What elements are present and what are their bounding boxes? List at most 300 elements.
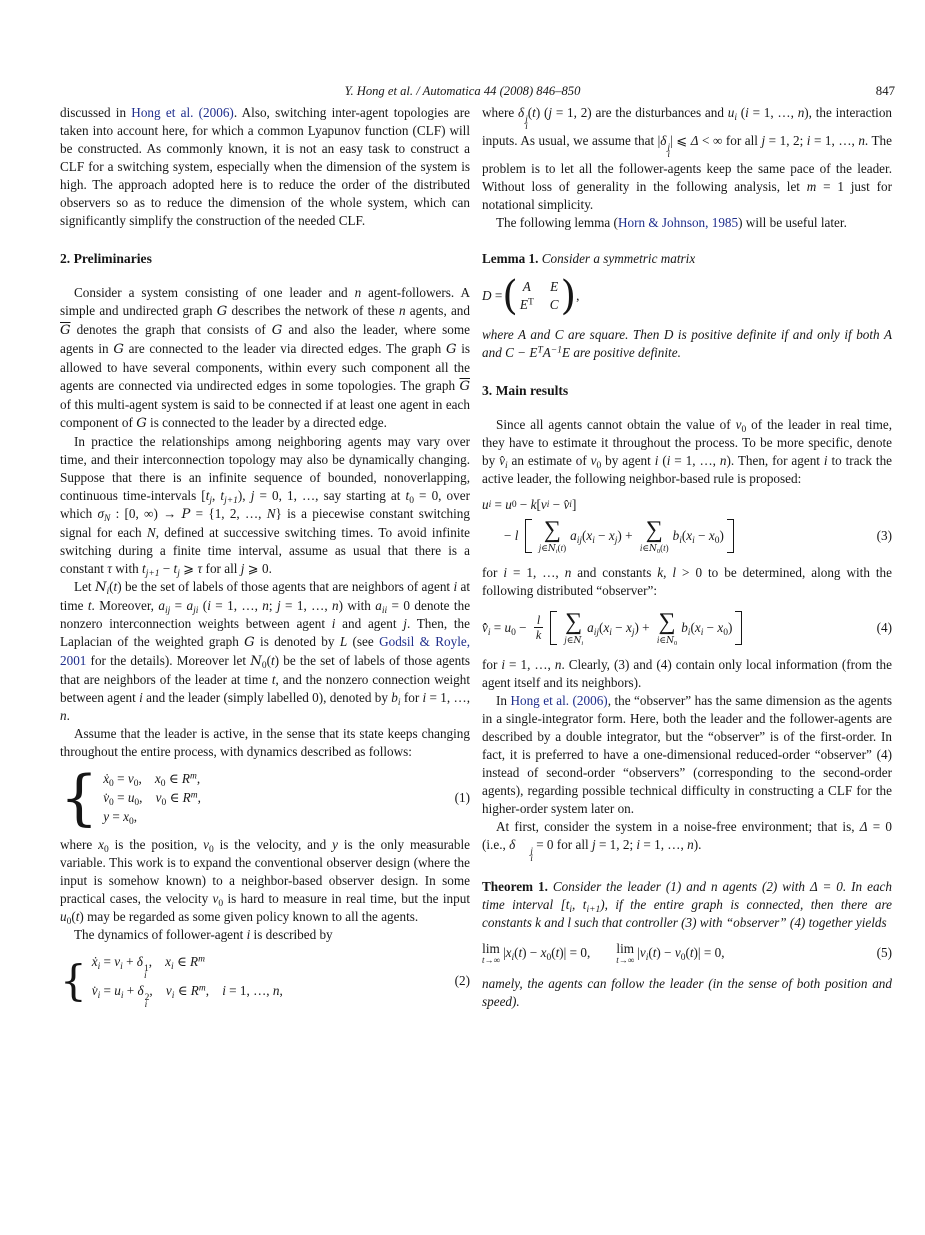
text-run: j: [403, 616, 407, 631]
text-run: i: [171, 961, 174, 972]
limit-subscript: t→∞: [482, 954, 500, 965]
text-run: $\overline{G}$: [459, 379, 470, 394]
subsup-script: j i: [525, 114, 528, 133]
text-run: −1: [550, 345, 562, 356]
equation-3-prefix: − l: [504, 527, 519, 543]
text-run: N: [104, 513, 111, 524]
text-run: i: [120, 990, 124, 1001]
text-run: x: [686, 527, 693, 543]
equation-5-expr-1: $|x_i(t) - x_0(t)| = 0$,: [502, 945, 591, 964]
text-run: v̂: [563, 496, 570, 512]
matrix-cell-e: [550, 278, 559, 296]
text-run: j: [250, 488, 255, 503]
text-run: 0: [160, 778, 166, 789]
text-run: v̇: [91, 982, 98, 998]
text-run: 0: [714, 535, 720, 546]
text-run: ij: [593, 627, 600, 638]
text-run: t: [582, 896, 587, 912]
equation-1-line-3: $y = x_0$,: [103, 809, 137, 827]
text-run: δ: [136, 954, 143, 969]
text-run: i: [639, 542, 643, 553]
equation-3-end: $b_i(x_i - x_0)$: [672, 527, 724, 546]
sigma-icon: ∑: [645, 516, 663, 543]
text-run: n: [272, 982, 280, 998]
text-run: E: [519, 296, 528, 312]
paragraph-dynamics-follower: The dynamics of follower-agent i is described by: [74, 927, 333, 942]
text-run: i: [487, 627, 491, 638]
text-run: t: [565, 896, 570, 912]
text-run: k: [657, 564, 664, 580]
text-run: 0: [133, 778, 139, 789]
text-run: k: [530, 496, 537, 512]
text-run: i: [120, 961, 123, 972]
text-run: 0: [511, 627, 516, 638]
text-run: R: [190, 954, 199, 969]
text-run: u: [482, 496, 489, 512]
equation-1-line-1: ẋ$_0$ = $v_0$, $x_0$ ∈ $R^m$,: [103, 771, 201, 789]
text-run: G: [244, 635, 255, 650]
text-run: t: [173, 561, 178, 576]
text-run: i: [555, 547, 558, 555]
citation-horn-johnson-1985[interactable]: Horn & Johnson, 1985: [617, 214, 739, 230]
text-run: t: [113, 579, 118, 594]
text-run: ii: [381, 605, 388, 616]
text-run: G: [136, 416, 147, 431]
lemma-1-statement: Lemma 1. Consider a symmetric matrix: [482, 250, 696, 266]
text-run: k: [535, 628, 542, 643]
text-run: 0: [546, 953, 552, 964]
theorem-1-conclusion: namely, the agents can follow the leader (in the sense of both position and speed).: [482, 975, 892, 1009]
text-run: n: [797, 105, 805, 120]
text-run: $\overline{G}$: [60, 323, 71, 338]
text-run: v: [639, 945, 646, 961]
text-run: x: [98, 837, 104, 852]
right-column: [482, 104, 892, 1011]
text-run: x: [708, 527, 715, 543]
text-run: v: [674, 945, 681, 961]
paragraph-in-practice: In practice the relationships among neighboring agents may vary over time, and their interconnection topology may also be dynamically changing. Suppose that there is an infinite sequence of bounded, nonoverlapping, continuous time-intervals [$t_j$, $t_{j+1}$), j = 0, 1, …, say starting at $t_0 = 0$, over which $\sigma_N$ : [0, ∞) → P = {1, 2, …, N} is a piecewise constant switching signal for each N, defined at successive switching times. To avoid infinite switching during a finite time interval, assume as usual that there is a constant τ with $t_{j+1} - t_j$ ⩾ τ for all j ⩾ 0.: [60, 434, 471, 579]
text-run: 0: [109, 797, 114, 808]
text-run: m: [190, 790, 198, 801]
text-run: N: [573, 635, 582, 646]
matrix-2x2: [520, 278, 559, 314]
text-run: 0: [134, 797, 140, 808]
text-run: j: [177, 568, 180, 579]
paragraph-clearly-local: for i = 1, …, n. Clearly, (3) and (4) contain only local information (from the agent itself and its neighbors).: [482, 656, 892, 690]
text-run: y: [332, 837, 338, 852]
limit-operator: [482, 942, 500, 965]
text-run: i: [581, 639, 584, 647]
equation-2-line-1: ẋ$_i$ = $v_i + \delta$ 1 i , $x_i$ ∈ $R^m$: [91, 954, 205, 982]
text-run: i: [592, 535, 595, 546]
text-run: x: [154, 771, 161, 786]
fraction-denominator: [536, 628, 541, 643]
text-run: n: [564, 564, 572, 580]
text-run: x: [608, 527, 615, 543]
text-run: 0: [261, 660, 267, 671]
text-run: R: [181, 771, 190, 786]
text-run: i: [654, 452, 659, 468]
text-run: j: [591, 836, 596, 852]
text-run: m: [189, 771, 197, 782]
text-run: σ: [97, 506, 104, 521]
text-run: a: [570, 527, 577, 543]
text-run: v: [127, 771, 134, 786]
summation-limits: $j\in N_i$: [564, 634, 584, 647]
text-run: i: [734, 112, 737, 123]
equation-2-number: (2): [454, 972, 470, 988]
matrix-lhs: D =: [482, 287, 503, 303]
text-run: N: [547, 543, 556, 554]
text-run: i: [700, 627, 704, 638]
paragraph-in-hong-observer: In Hong et al. (2006), the “observer” has the same dimension as the agents in a single-integrator form. Here, both the leader and the follower-agents are described by a double integrator, but the “observer” is of the first-order. In fact, it is preferred to have a one-dimensional reduced-order “observer” (4) instead of second-order “observers” (corresponding to the second-order agents), regarding possible technical difficulty in constructing a CLF for the higher-order system later on.: [482, 692, 892, 816]
text-run: m: [198, 983, 206, 994]
text-run: t: [142, 561, 146, 576]
text-run: v: [203, 837, 209, 852]
text-run: j: [761, 132, 766, 148]
summation: [539, 518, 566, 554]
text-run: 0: [723, 627, 728, 638]
text-run: i: [692, 535, 695, 546]
text-run: a: [375, 598, 382, 613]
text-run: a: [587, 619, 594, 635]
text-run: v: [114, 954, 121, 969]
equation-4-prefix: $v̂̇_i = u_0$ −: [482, 619, 530, 638]
equation-2: { ẋ$_i$ = $v_i + \delta$ 1 i , $x_i$ ∈ $R^m$ $v̇_i = u_i + \delta$ 2 i , $v_i$ ∈ $R^m$, i = 1, …, n, (2): [60, 954, 470, 1011]
left-bracket: [525, 519, 532, 553]
text-run: v̂: [499, 452, 505, 468]
text-run: D: [482, 287, 492, 303]
text-run: i: [222, 982, 226, 998]
equation-2-line-2: $v̇_i = u_i + \delta$ 2 i , $v_i$ ∈ $R^m$, i = 1, …, n,: [91, 982, 283, 1011]
sigma-icon: ∑: [565, 608, 583, 635]
text-run: n: [858, 132, 865, 148]
text-run: i: [656, 634, 660, 645]
text-run: 0: [109, 778, 114, 789]
paragraph-since-agents: Since all agents cannot obtain the value of $v_0$ of the leader in real time, they have to estimate it throughout the process. To be more specific, denote by $v̂_i$ an estimate of $v_0$ by agent i (i = 1, …, n). Then, for agent i to track the active leader, the following neighbor-based rule is proposed:: [482, 416, 893, 486]
text-run: 0: [161, 797, 167, 808]
text-run: t: [482, 954, 485, 965]
equation-4-middle: $a_{ij}(x_i - x_j)$ +: [587, 619, 653, 638]
summation: [657, 610, 677, 646]
text-run: i: [745, 105, 749, 120]
text-run: t: [220, 488, 225, 503]
text-run: u: [60, 909, 67, 924]
text-run: t: [405, 488, 410, 503]
text-run: x: [625, 619, 632, 635]
text-run: x: [540, 945, 547, 961]
equation-1: { ẋ$_0$ = $v_0$, $x_0$ ∈ $R^m$, $v̇_0 = u_0$, $v_0$ ∈ $R^m$, $y = x_0$, (1): [60, 762, 470, 833]
text-run: i: [636, 836, 641, 852]
text-run: t: [663, 542, 666, 553]
text-run: i: [806, 132, 811, 148]
text-run: N: [146, 525, 156, 540]
text-run: n: [354, 285, 362, 300]
text-run: 0: [741, 424, 747, 435]
text-run: l: [672, 564, 677, 580]
text-run: v: [540, 496, 547, 512]
text-run: Δ: [690, 132, 699, 148]
text-run: i: [687, 627, 691, 638]
text-run: δ: [137, 982, 144, 998]
text-run: u: [505, 496, 512, 512]
section-heading-preliminaries: 2. Preliminaries: [60, 251, 152, 266]
text-run: n: [398, 303, 406, 318]
text-run: t: [532, 105, 536, 120]
text-run: i: [246, 927, 251, 942]
text-run: τ: [107, 561, 112, 576]
text-run: u: [127, 790, 135, 805]
text-run: i: [207, 598, 211, 613]
text-run: v: [212, 891, 219, 906]
text-run: δ: [660, 132, 667, 148]
text-run: a: [158, 598, 165, 613]
equation-4-number: (4): [876, 619, 892, 635]
paragraph-intro: discussed in Hong et al. (2006). Also, switching inter-agent topologies are taken into account here, for which a common Lyapunov function (CLF) will be constructed. As commonly known, it is not an easy task to construct a CLF for a switching system, especially when the dimension of the system is high. The approach adopted here is to reduce the order of the distributed observers so as to reduce the dimension of the whole system, which can significantly simplify the construction of the needed CLF.: [60, 105, 470, 228]
text-run: ij: [164, 605, 171, 616]
equation-4: [482, 610, 892, 646]
equation-3-number: (3): [876, 527, 892, 543]
subsup-script: 2 i: [144, 992, 150, 1011]
text-run: 0: [656, 547, 661, 555]
text-run: G: [216, 304, 228, 319]
text-run: 0: [673, 639, 678, 647]
citation-hong-2006[interactable]: Hong et al. (2006): [131, 105, 234, 120]
subsup-script: 1 i: [143, 963, 149, 982]
text-run: v: [735, 416, 742, 432]
text-run: i: [171, 990, 175, 1001]
text-run: v̂̇: [482, 619, 488, 635]
text-run: i: [569, 904, 573, 915]
text-run: x: [586, 527, 593, 543]
text-run: t: [270, 653, 275, 668]
text-run: m: [198, 954, 205, 965]
text-run: 0: [103, 844, 109, 855]
text-run: j+1: [145, 568, 160, 579]
summation: [564, 610, 583, 646]
paragraph-assume-leader: Assume that the leader is active, in the sense that its state keeps changing throughout the entire process, with dynamics described as follows:: [60, 726, 470, 759]
text-run: t: [75, 909, 80, 924]
equation-5: [482, 942, 892, 965]
equation-5-expr-2: $|v_i(t) - v_0(t)| = 0$,: [637, 945, 725, 964]
equation-3-line-1: u i = u 0 − k [ v i − v̂ i ]: [482, 496, 577, 512]
text-run: i: [511, 953, 515, 964]
text-run: n: [332, 598, 339, 613]
text-run: i: [97, 961, 101, 972]
equation-matrix-d: D = ( A E $E^T$ C ) ,: [482, 272, 580, 319]
text-run: i: [679, 535, 682, 546]
text-run: G: [113, 342, 124, 357]
paragraph-let-neighbors: Let $N_i(t)$ be the set of labels of those agents that are neighbors of agent i at time t. Moreover, $a_{ij} = a_{ji}$ (i = 1, …, n; j = 1, …, n) with $a_{ii} = 0$ denote the nonzero interconnection weights between agent i and agent j. Then, the Laplacian of the weighted graph G is denoted by L (see Godsil & Royle, 2001 for the details). Moreover let $N_0(t)$ be the set of labels of those agents that are neighbors of the leader at time t, and the nonzero connection weight between agent i and the leader (simply labelled 0), denoted by $b_i$ for i = 1, …, n.: [60, 579, 471, 723]
text-run: t: [271, 672, 276, 687]
lemma-1-continuation: where A and C are square. Then D is positive definite if and only if both A and $C - E^TA^{-1}E$ are positive definite.: [482, 326, 892, 360]
text-run: N: [94, 580, 107, 595]
text-run: ij: [576, 535, 582, 546]
text-run: j: [276, 598, 281, 613]
paragraph-lemma-intro: The following lemma (Horn & Johnson, 1985) will be useful later.: [496, 214, 847, 230]
text-run: 0: [218, 898, 224, 909]
text-run: L: [339, 634, 348, 649]
text-run: T: [527, 297, 534, 308]
text-run: v: [590, 452, 597, 468]
text-run: x: [694, 619, 701, 635]
right-bracket: [727, 519, 734, 553]
lim-word: lim: [482, 940, 500, 956]
text-run: j+1: [224, 495, 238, 506]
text-run: n: [554, 656, 562, 672]
text-run: t: [652, 945, 657, 961]
text-run: ji: [193, 605, 199, 616]
page-number: 847: [875, 84, 895, 98]
text-run: i: [823, 452, 828, 468]
text-run: j: [240, 561, 245, 576]
text-run: x: [505, 945, 512, 961]
text-run: b: [681, 619, 688, 635]
text-run: E: [550, 278, 559, 294]
text-run: N: [666, 635, 674, 646]
paragraph-where-position: where $x_0$ is the position, $v_0$ is the velocity, and y is the only measurable variable. This work is to expand the conventional observer design (where the input is somehow known) to a neighbor-based observer design. In some practical cases, the velocity $v_0$ is hard to measure in real time, but the input $u_0(t)$ may be regarded as some given policy known to all the agents.: [60, 837, 471, 927]
text-run: R: [190, 982, 199, 998]
text-run: v: [155, 790, 162, 805]
text-run: t: [555, 945, 560, 961]
text-run: T: [537, 345, 543, 356]
text-run: u: [504, 619, 512, 635]
left-bracket: [550, 611, 557, 645]
text-run: n: [687, 836, 694, 852]
text-run: i: [503, 564, 508, 580]
trailing-comma: ,: [576, 287, 580, 303]
text-run: 0: [409, 495, 414, 506]
summation-limits: $j\in N_i(t)$: [538, 542, 567, 555]
text-run: t: [87, 598, 92, 613]
text-run: i: [97, 990, 101, 1001]
sigma-icon: ∑: [543, 516, 561, 543]
text-run: i: [645, 953, 649, 964]
text-run: a: [186, 598, 194, 613]
summation-limits: $i\in N_0(t)$: [639, 542, 669, 555]
text-run: G: [445, 342, 457, 357]
text-run: 0: [66, 916, 72, 927]
matrix-cell-a: [520, 278, 534, 296]
text-run: j: [564, 634, 567, 645]
text-run: i: [609, 627, 612, 638]
text-run: b: [391, 690, 398, 705]
text-run: 0: [596, 460, 602, 471]
text-run: Lemma 1.: [482, 250, 539, 266]
paragraph-noise-free: At first, consider the system in a noise-free environment; that is, Δ = 0 (i.e., δ j i = 0 for all j = 1, 2; i = 1, …, n).: [482, 818, 892, 865]
text-run: i: [331, 616, 336, 631]
text-run: u: [727, 105, 735, 120]
equation-5-number: (5): [876, 945, 892, 961]
equation-3-middle: $a_{ij}(x_i - x_j)$ +: [570, 527, 636, 546]
equation-1-number: (1): [454, 789, 470, 805]
equation-1-line-2: $v̇_0 = u_0$, $v_0$ ∈ $R^m$,: [103, 790, 201, 808]
text-run: δ: [509, 836, 516, 852]
text-run: l: [536, 612, 541, 627]
text-run: 0: [680, 953, 686, 964]
text-run: R: [182, 790, 191, 805]
sigma-icon: ∑: [658, 608, 676, 635]
section-heading-main-results: 3. Main results: [482, 382, 569, 398]
text-run: i: [422, 690, 427, 705]
text-run: A: [522, 278, 531, 294]
text-run: δ: [517, 105, 525, 120]
text-run: u: [114, 982, 121, 998]
text-run: t: [560, 542, 564, 553]
text-run: l: [514, 527, 519, 543]
text-run: j: [209, 495, 213, 506]
text-run: 0: [208, 844, 214, 855]
fraction-l-over-k: [534, 613, 543, 643]
text-run: τ: [197, 561, 203, 576]
text-run: j: [631, 627, 635, 638]
text-run: i: [504, 460, 508, 471]
summation-limits: $i\in N_0$: [656, 634, 678, 647]
text-run: 0: [128, 816, 134, 827]
equation-4-end: $b_i(x_i - x_0)$: [681, 619, 733, 638]
text-run: n: [719, 452, 727, 468]
text-run: b: [672, 527, 680, 543]
lim-word: lim: [616, 940, 635, 956]
text-run: x: [603, 619, 610, 635]
paragraph-consider-system: Consider a system consisting of one leader and n agent-followers. A simple and undirected graph G describes the network of these n agents, and $\overline{G}$ denotes the graph that consists of G and also the leader, where some agents in G are connected to the leader via directed edges. The graph G is allowed to have several components, within every such component all the agents are connected via undirected edges in some topologies. The graph $\overline{G}$ of this multi-agent system is said to be connected if at least one agent in each component of G is connected to the leader by a directed edge.: [60, 285, 470, 431]
text-run: ẋ: [103, 771, 110, 786]
text-run: j: [538, 542, 542, 553]
text-run: j: [548, 105, 553, 120]
text-run: j: [614, 535, 618, 546]
subsup-script: j i: [667, 142, 671, 161]
right-bracket: [735, 611, 742, 645]
theorem-1-statement: Theorem 1. Consider the leader (1) and n agents (2) with Δ = 0. In each time interval [$t_i$, $t_{i+1}$), if the entire graph is connected, then there are constants k and l such that controller (3) with “observer” (4) together yields: [482, 878, 893, 930]
text-run: i: [397, 697, 401, 708]
text-run: n: [262, 598, 269, 613]
citation-hong-2006-main[interactable]: Hong et al. (2006): [510, 692, 608, 708]
text-run: n: [60, 708, 67, 723]
matrix-cell-et: [520, 296, 534, 314]
text-run: v̇: [103, 790, 110, 805]
text-run: G: [271, 323, 283, 338]
text-run: t: [616, 954, 619, 965]
text-run: t: [205, 488, 210, 503]
paragraph-constants: for i = 1, …, n and constants k, l > 0 to be determined, along with the following distributed “observer”:: [482, 564, 892, 598]
limit-operator: [616, 942, 634, 965]
text-run: ẋ: [91, 954, 98, 969]
text-run: m: [806, 178, 817, 194]
text-run: C: [549, 296, 559, 312]
matrix-cell-c: [550, 296, 559, 314]
text-run: N: [266, 506, 276, 521]
text-run: i: [666, 452, 671, 468]
citation-godsil-royle-2001[interactable]: Godsil & Royle, 2001: [60, 634, 471, 668]
fraction-numerator: [534, 613, 543, 629]
summation: [640, 518, 669, 554]
text-run: x: [165, 954, 172, 969]
text-run: i+1: [586, 904, 601, 915]
text-run: N: [250, 654, 262, 669]
text-run: i: [453, 579, 458, 594]
text-run: x: [123, 809, 129, 824]
equation-3: [482, 496, 892, 554]
text-run: x: [717, 619, 724, 635]
text-run: P: [181, 507, 191, 522]
paragraph-disturbances: where δ j i (t) (j = 1, 2) are the disturbances and $u_i$ (i = 1, …, n), the interaction inputs. As usual, we assume that |δ j i | ⩽ Δ < ∞ for all j = 1, 2; i = 1, …, n. The problem is to let all the follower-agents keep the same pace of the leader. Without loss of generality in the following analysis, let m = 1 just for notational simplicity.: [482, 105, 893, 212]
text-run: N: [649, 543, 657, 554]
text-run: Theorem 1.: [482, 878, 548, 894]
text-run: t: [518, 945, 523, 961]
text-run: y: [103, 809, 110, 824]
text-run: i: [501, 656, 506, 672]
text-run: v: [165, 982, 172, 998]
